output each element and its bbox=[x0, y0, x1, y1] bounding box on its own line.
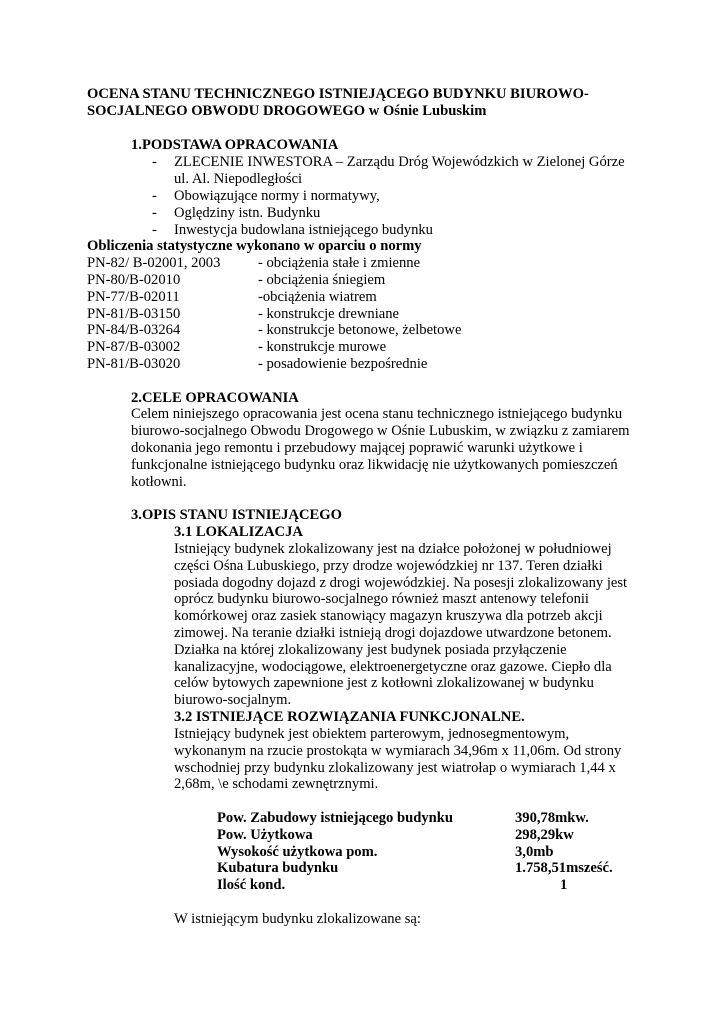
norm-description: - konstrukcje betonowe, żelbetowe bbox=[258, 322, 462, 338]
param-value: 3,0mb bbox=[515, 844, 554, 860]
norm-code: PN-84/B-03264 bbox=[87, 322, 181, 338]
norm-code: PN-87/B-03002 bbox=[87, 339, 181, 355]
section-2-heading: 2.CELE OPRACOWANIA bbox=[131, 390, 299, 406]
list-item: ZLECENIE INWESTORA – Zarządu Dróg Wojewódzkich w Zielonej Górze bbox=[174, 154, 625, 170]
paragraph-line: Celem niniejszego opracowania jest ocena stanu technicznego istniejącego budynku bbox=[131, 406, 623, 422]
norm-code: PN-81/B-03150 bbox=[87, 306, 181, 322]
document-title-line-2: SOCJALNEGO OBWODU DROGOWEGO w Ośnie Lubuskim bbox=[87, 103, 487, 119]
norm-description: - obciążenia śniegiem bbox=[258, 272, 386, 288]
param-label: Kubatura budynku bbox=[217, 860, 339, 876]
paragraph-line: biurowo-socjalnego Obwodu Drogowego w Ośnie Lubuskim, w związku z zamiarem bbox=[131, 423, 630, 439]
norms-heading: Obliczenia statystyczne wykonano w oparciu o normy bbox=[87, 238, 422, 254]
param-label: Ilość kond. bbox=[217, 877, 286, 893]
norm-description: - obciążenia stałe i zmienne bbox=[258, 255, 421, 271]
norm-description: - konstrukcje murowe bbox=[258, 339, 387, 355]
paragraph-line: kanalizacyjne, wodociągowe, elektroenergetyczne oraz gazowe. Ciepło dla bbox=[174, 659, 612, 675]
param-value: 298,29kw bbox=[515, 827, 574, 843]
subsection-3-2-heading: 3.2 ISTNIEJĄCE ROZWIĄZANIA FUNKCJONALNE. bbox=[174, 709, 525, 725]
paragraph-line: posiada dogodny dojazd z drogi wojewódzkiej. Na posesji zlokalizowany jest bbox=[174, 575, 628, 591]
list-bullet: - bbox=[152, 222, 157, 238]
list-item: Obowiązujące normy i normatywy, bbox=[174, 188, 380, 204]
paragraph-line: oprócz budynku biurowo-socjalnego również maszt antenowy telefonii bbox=[174, 591, 589, 607]
norm-description: -obciążenia wiatrem bbox=[258, 289, 377, 305]
norm-code: PN-82/ B-02001, 2003 bbox=[87, 255, 221, 271]
paragraph-line: 2,68m, \e schodami zewnętrznymi. bbox=[174, 776, 379, 792]
list-item-continuation: ul. Al. Niepodległości bbox=[174, 171, 303, 187]
subsection-3-1-heading: 3.1 LOKALIZACJA bbox=[174, 524, 303, 540]
section-1-heading: 1.PODSTAWA OPRACOWANIA bbox=[131, 137, 339, 153]
param-label: Wysokość użytkowa pom. bbox=[217, 844, 378, 860]
paragraph-line: wykonanym na rzucie prostokąta w wymiarach 34,96m x 11,06m. Od strony bbox=[174, 743, 622, 759]
norm-code: PN-80/B-02010 bbox=[87, 272, 181, 288]
param-label: Pow. Zabudowy istniejącego budynku bbox=[217, 810, 453, 826]
norm-description: - konstrukcje drewniane bbox=[258, 306, 400, 322]
norm-description: - posadowienie bezpośrednie bbox=[258, 356, 428, 372]
paragraph-line: Istniejący budynek jest obiektem parterowym, jednosegmentowym, bbox=[174, 726, 570, 742]
paragraph-line: wschodniej przy budynku zlokalizowany jest wiatrołap o wymiarach 1,44 x bbox=[174, 760, 616, 776]
list-bullet: - bbox=[152, 188, 157, 204]
param-label: Pow. Użytkowa bbox=[217, 827, 313, 843]
list-item: Inwestycja budowlana istniejącego budynku bbox=[174, 222, 433, 238]
param-value: 390,78mkw. bbox=[515, 810, 589, 826]
paragraph-line: biurowo-socjalnym. bbox=[174, 692, 292, 708]
paragraph-line: części Ośna Lubuskiego, przy drodze wojewódzkiej nr 137. Teren działki bbox=[174, 558, 603, 574]
list-item: Oględziny istn. Budynku bbox=[174, 205, 321, 221]
param-value: 1 bbox=[560, 877, 568, 893]
paragraph-line: komórkowej oraz zasiek stanowiący magazyn kruszywa dla potrzeb akcji bbox=[174, 608, 603, 624]
document-title-line-1: OCENA STANU TECHNICZNEGO ISTNIEJĄCEGO BUDYNKU BIUROWO- bbox=[87, 86, 589, 102]
paragraph-line: celów bytowych zapewnione jest z kotłowni zlokalizowanej w budynku bbox=[174, 675, 594, 691]
closing-line: W istniejącym budynku zlokalizowane są: bbox=[174, 911, 421, 927]
list-bullet: - bbox=[152, 154, 157, 170]
paragraph-line: zimowej. Na teranie działki istnieją drogi dojazdowe utwardzone betonem. bbox=[174, 625, 612, 641]
paragraph-line: kotłowni. bbox=[131, 474, 187, 490]
paragraph-line: Istniejący budynek zlokalizowany jest na działce położonej w południowej bbox=[174, 541, 612, 557]
norm-code: PN-81/B-03020 bbox=[87, 356, 181, 372]
param-value: 1.758,51msześć. bbox=[515, 860, 613, 876]
section-3-heading: 3.OPIS STANU ISTNIEJĄCEGO bbox=[131, 507, 342, 523]
paragraph-line: funkcjonalne istniejącego budynku oraz likwidację nie użytkowanych pomieszczeń bbox=[131, 457, 618, 473]
list-bullet: - bbox=[152, 205, 157, 221]
paragraph-line: Działka na której zlokalizowany jest budynek posiada przyłączenie bbox=[174, 642, 567, 658]
paragraph-line: dokonania jego remontu i przebudowy mającej poprawić warunki użytkowe i bbox=[131, 440, 583, 456]
norm-code: PN-77/B-02011 bbox=[87, 289, 180, 305]
